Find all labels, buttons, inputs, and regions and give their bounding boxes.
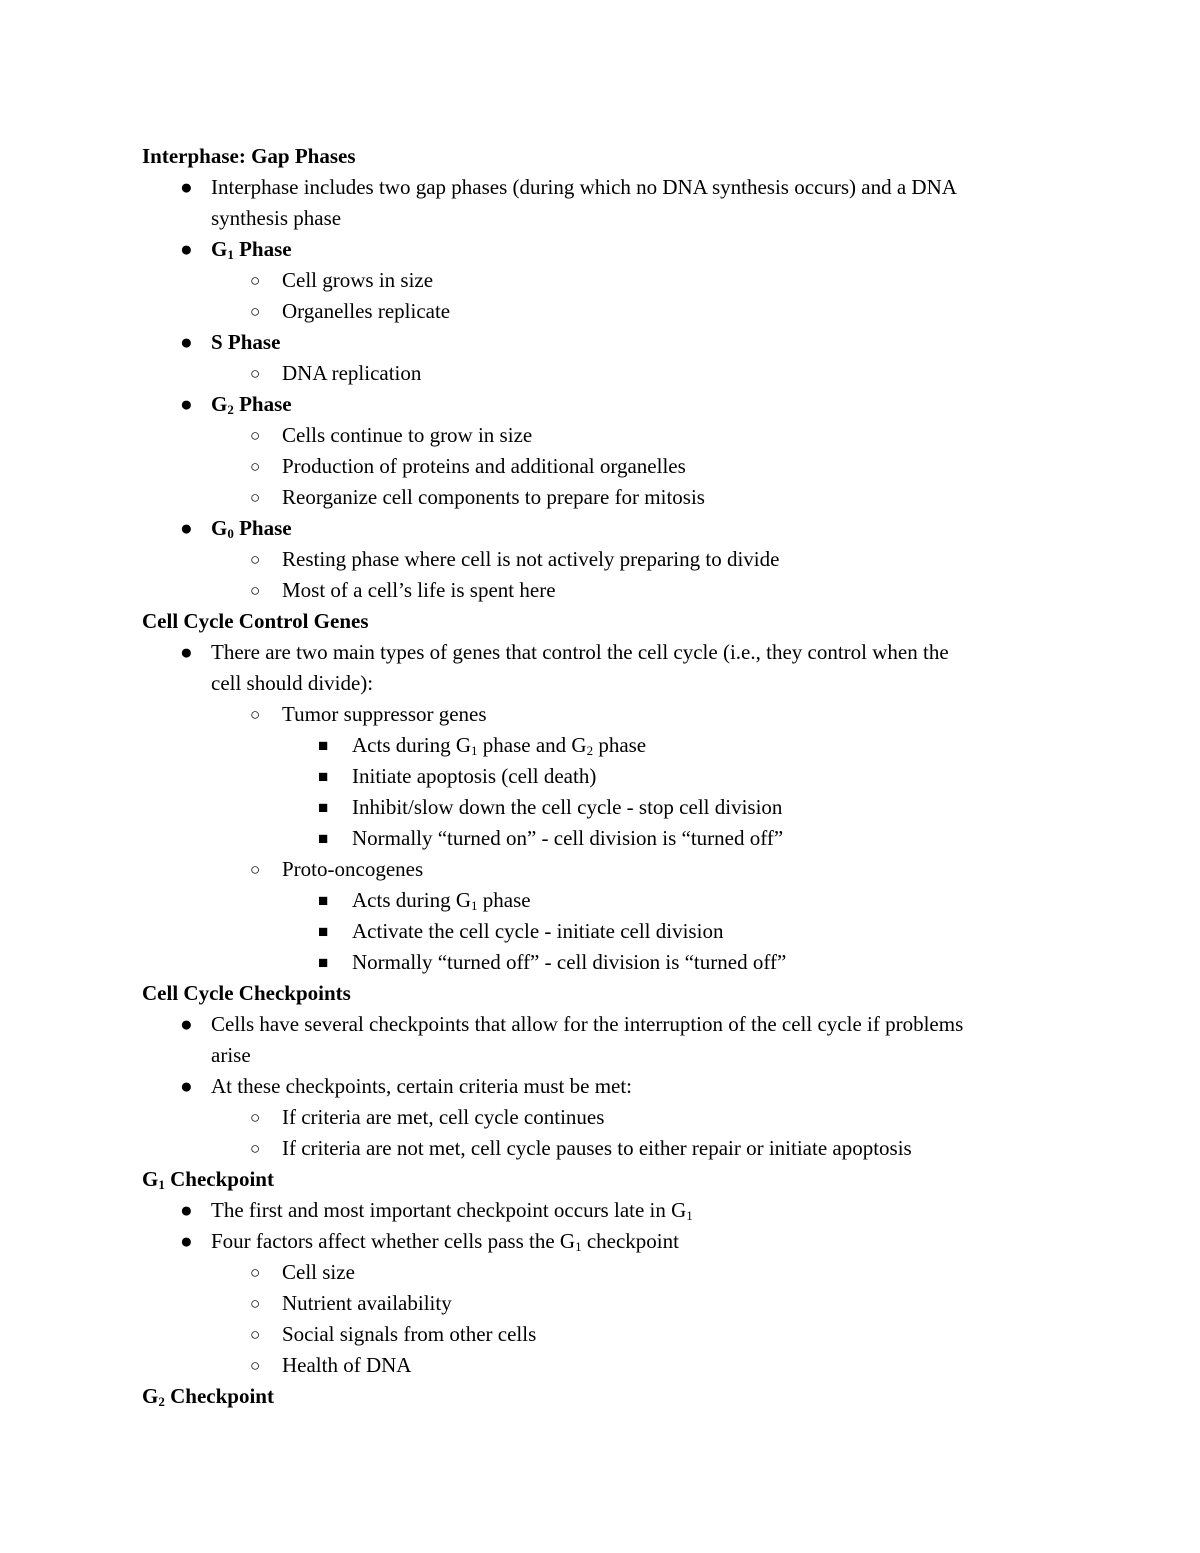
section-heading-checkpoints: Cell Cycle Checkpoints (142, 981, 351, 1005)
list-item: ○ Social signals from other cells (142, 1319, 1062, 1350)
circle-bullet-icon: ○ (250, 1139, 261, 1158)
bullet-icon: ● (180, 640, 193, 664)
circle-bullet-icon: ○ (250, 860, 261, 879)
circle-bullet-icon: ○ (250, 364, 261, 383)
list-item: ○ Reorganize cell components to prepare for mitosis (142, 482, 1062, 513)
circle-bullet-icon: ○ (250, 1108, 261, 1127)
list-item-continuation: synthesis phase (211, 206, 342, 230)
list-item: ○ Cell grows in size (142, 265, 1062, 296)
list-item: ● Interphase includes two gap phases (during which no DNA synthesis occurs) and a DNA (142, 172, 1062, 203)
bullet-icon: ● (180, 175, 193, 199)
square-bullet-icon: ■ (318, 891, 329, 910)
bullet-icon: ● (180, 1012, 193, 1036)
list-item: ■ Acts during $G_1$ phase and $G_2$ phase (142, 730, 1062, 761)
bullet-icon: ● (180, 516, 193, 540)
list-item: ○ Cells continue to grow in size (142, 420, 1062, 451)
circle-bullet-icon: ○ (250, 1294, 261, 1313)
list-item: ■ Acts during $G_1$ phase (142, 885, 1062, 916)
document-page (142, 141, 1062, 1412)
list-item: ■ Inhibit/slow down the cell cycle - stop cell division (142, 792, 1062, 823)
list-item: ● At these checkpoints, certain criteria must be met: (142, 1071, 1062, 1102)
list-item: ○ If criteria are not met, cell cycle pauses to either repair or initiate apoptosis (142, 1133, 1062, 1164)
list-item-continuation: cell should divide): (211, 671, 374, 695)
bullet-icon: ● (180, 1074, 193, 1098)
bullet-icon: ● (180, 237, 193, 261)
list-item: ● Four factors affect whether cells pass the $G_1$ checkpoint (142, 1226, 1062, 1257)
list-item: ■ Activate the cell cycle - initiate cell division (142, 916, 1062, 947)
section-heading-g2-checkpoint: $G_2$ Checkpoint (142, 1384, 274, 1409)
square-bullet-icon: ■ (318, 829, 329, 848)
list-item-g0-phase: ● $G_0$ Phase (142, 513, 1062, 544)
circle-bullet-icon: ○ (250, 488, 261, 507)
list-item: ■ Initiate apoptosis (cell death) (142, 761, 1062, 792)
circle-bullet-icon: ○ (250, 426, 261, 445)
circle-bullet-icon: ○ (250, 1263, 261, 1282)
list-item-s-phase: ● S Phase (142, 327, 1062, 358)
list-item-proto-oncogenes: ○ Proto-oncogenes (142, 854, 1062, 885)
list-item: ○ Organelles replicate (142, 296, 1062, 327)
square-bullet-icon: ■ (318, 767, 329, 786)
list-item: ○ Health of DNA (142, 1350, 1062, 1381)
section-heading-interphase: Interphase: Gap Phases (142, 144, 356, 168)
circle-bullet-icon: ○ (250, 705, 261, 724)
bullet-icon: ● (180, 330, 193, 354)
circle-bullet-icon: ○ (250, 1356, 261, 1375)
list-item: ● The first and most important checkpoint occurs late in $G_1$ (142, 1195, 1062, 1226)
circle-bullet-icon: ○ (250, 457, 261, 476)
bullet-icon: ● (180, 392, 193, 416)
list-item-g2-phase: ● $G_2$ Phase (142, 389, 1062, 420)
list-item-g1-phase: ● $G_1$ Phase (142, 234, 1062, 265)
list-item: ○ Production of proteins and additional organelles (142, 451, 1062, 482)
bullet-icon: ● (180, 1198, 193, 1222)
list-item: ● Cells have several checkpoints that allow for the interruption of the cell cycle if problems (142, 1009, 1062, 1040)
list-item: ○ Most of a cell’s life is spent here (142, 575, 1062, 606)
list-item-tumor-suppressor: ○ Tumor suppressor genes (142, 699, 1062, 730)
list-item-continuation: arise (211, 1043, 251, 1067)
list-item: ○ Nutrient availability (142, 1288, 1062, 1319)
square-bullet-icon: ■ (318, 953, 329, 972)
list-item: ○ DNA replication (142, 358, 1062, 389)
list-item: ■ Normally “turned on” - cell division is “turned off” (142, 823, 1062, 854)
circle-bullet-icon: ○ (250, 550, 261, 569)
list-item: ○ Cell size (142, 1257, 1062, 1288)
square-bullet-icon: ■ (318, 798, 329, 817)
circle-bullet-icon: ○ (250, 271, 261, 290)
list-item: ● There are two main types of genes that control the cell cycle (i.e., they control when the (142, 637, 1062, 668)
circle-bullet-icon: ○ (250, 1325, 261, 1344)
square-bullet-icon: ■ (318, 922, 329, 941)
circle-bullet-icon: ○ (250, 302, 261, 321)
circle-bullet-icon: ○ (250, 581, 261, 600)
section-heading-g1-checkpoint: $G_1$ Checkpoint (142, 1167, 274, 1192)
bullet-icon: ● (180, 1229, 193, 1253)
section-heading-control-genes: Cell Cycle Control Genes (142, 609, 369, 633)
list-item: ○ Resting phase where cell is not actively preparing to divide (142, 544, 1062, 575)
list-item: ○ If criteria are met, cell cycle continues (142, 1102, 1062, 1133)
square-bullet-icon: ■ (318, 736, 329, 755)
list-item: ■ Normally “turned off” - cell division is “turned off” (142, 947, 1062, 978)
